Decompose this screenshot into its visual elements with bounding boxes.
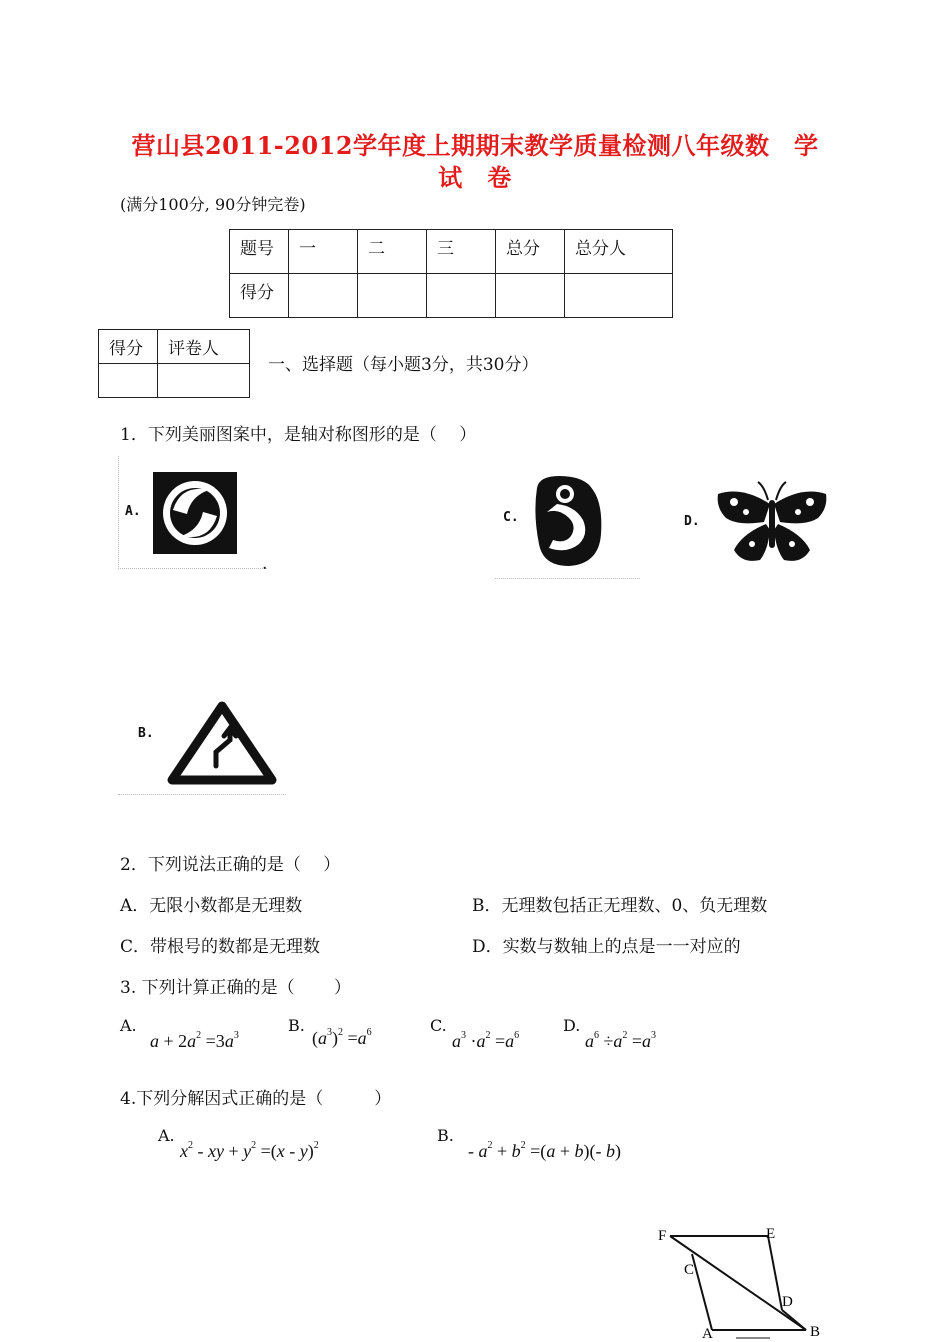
score-table-header-cell: 总分 [496,230,565,274]
score-table-header-cell: 二 [358,230,427,274]
grader-score-cell [99,364,158,398]
q3-option-b-formula: $(a^3)^2 =a^6$ [312,1027,372,1048]
q1-option-d-figure [684,474,834,578]
q1-option-d-label: D. [684,514,700,529]
q3-option-c-formula: $a^3 \cdot a^2 =a^6$ [452,1030,520,1051]
q3-option-c-label: C. [430,1016,447,1035]
exam-subtitle: (满分100分, 90分钟完卷) [120,195,306,214]
q1-trailing-dot: . [262,554,268,574]
question-2-stem: 2．下列说法正确的是（ ） [120,855,341,875]
score-cell [289,274,358,318]
q1-option-c-label: C. [503,510,519,525]
olympic-figure-icon [529,474,609,570]
question-1-stem: 1．下列美丽图案中，是轴对称图形的是（ ） [120,425,477,445]
q3-option-b-label: B. [288,1016,305,1035]
point-label: E [766,1226,776,1242]
grader-table [98,329,250,398]
score-table-header-cell: 题号 [230,230,289,274]
score-cell [358,274,427,318]
parallelogram-diagram [640,1220,840,1342]
grader-score-header: 得分 [99,330,158,364]
butterfly-icon [712,478,832,572]
grader-name-header: 评卷人 [158,330,250,364]
q3-option-a-label: A. [120,1016,137,1035]
q4-option-b-formula: - $a^2 + b^2 =(a + b)(-$ b) [468,1140,621,1161]
question-3-stem: 3. 下列计算正确的是（ ） [120,978,352,998]
point-label: B [810,1324,821,1340]
q4-option-a-formula: $x^2$ - xy + $y^2 =(x - y)^2$ [180,1140,319,1161]
score-cell [427,274,496,318]
score-table-header-cell: 总分人 [565,230,673,274]
question-4-stem: 4.下列分解因式正确的是（ ） [120,1089,392,1109]
score-cell [496,274,565,318]
q3-option-d-label: D. [563,1016,581,1035]
q4-option-a-label: A. [158,1126,175,1145]
point-label: D [782,1294,793,1310]
point-label: A [702,1326,713,1342]
section-heading: 一、选择题（每小题3分，共30分） [268,355,539,375]
point-label: F [658,1228,667,1244]
q1-option-c-figure [495,470,640,579]
q1-option-b-figure [118,696,286,795]
q4-option-b-label: B. [437,1126,454,1145]
page-title: 营山县2011-2012学年度上期期末教学质量检测八年级数 学试 卷 [131,131,819,192]
q2-option-a: A．无限小数都是无理数 [120,896,303,916]
warning-sign-icon [166,700,278,786]
score-table-header-cell: 一 [289,230,358,274]
q3-option-d-formula: $a^6 \div a^2 =a^3$ [585,1030,657,1051]
grader-name-cell [158,364,250,398]
q1-option-b-label: B. [138,726,154,741]
q3-option-a-formula: $a + 2a^2 =3a^3$ [150,1030,239,1051]
circular-pattern-icon [151,470,239,556]
q1-option-a-figure [118,456,267,569]
q1-option-a-label: A. [125,504,141,519]
point-label: C [684,1262,695,1278]
q2-option-b: B．无理数包括正无理数、0、负无理数 [472,896,768,916]
score-table [229,229,673,318]
score-table-header-cell: 三 [427,230,496,274]
q2-option-c: C．带根号的数都是无理数 [120,937,321,957]
score-cell [565,274,673,318]
score-table-row-label: 得分 [230,274,289,318]
q2-option-d: D．实数与数轴上的点是一一对应的 [472,937,741,957]
